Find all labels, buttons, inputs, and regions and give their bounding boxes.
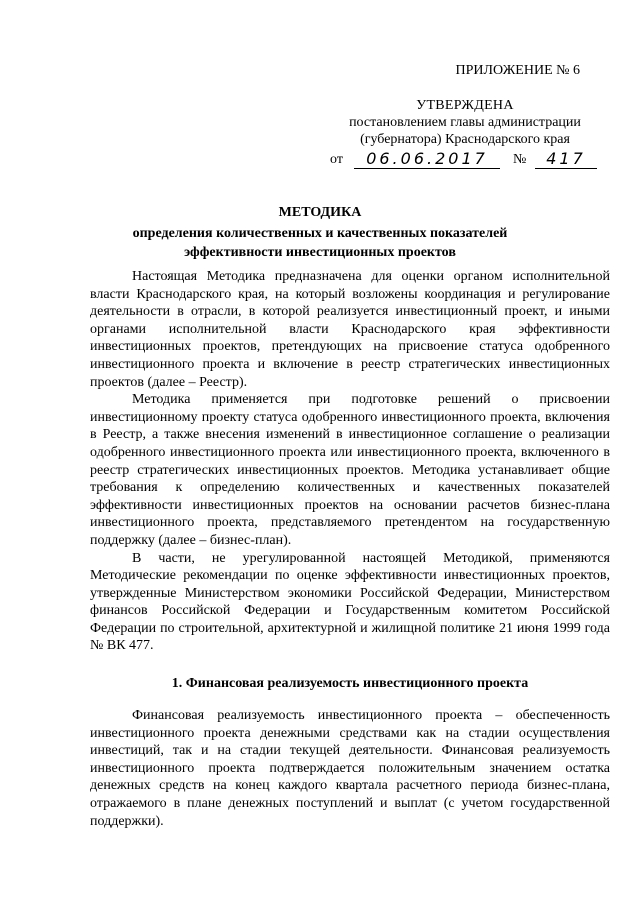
paragraph-guidelines: В части, не урегулированной настоящей Методикой, применяются Методические рекомендации по оценке эффективности инвестиционных проектов, утвержденные Министерством экономики Российской Федерации, Министерством финансов Российской Федерации и Государственным комитетом Российской Федерации по строительной, архитектурной и жилищной политике 21 июня 1999 года № ВК 477. <box>90 550 610 654</box>
document-subtitle <box>90 224 550 262</box>
subtitle-line-1: определения количественных и качественных показателей <box>132 226 508 241</box>
subtitle-line-2: эффективности инвестиционных проектов <box>184 245 456 260</box>
section-1-paragraph: Финансовая реализуемость инвестиционного проекта – обеспеченность инвестиционного проекта денежными средствами как на стадии осуществления инвестиций, так и на стадии текущей деятельности. Финансовая реализуемость инвестиционного проекта подтверждается положительным значением остатка денежных средств на конец каждого квартала расчетного периода бизнес-плана, отражаемого в плане денежных поступлений и выплат (с учетом государственной поддержки). <box>90 708 610 829</box>
approval-line-1: постановлением главы администрации <box>349 115 581 130</box>
approval-date-line <box>330 150 600 170</box>
approval-line-2: (губернатора) Краснодарского края <box>360 132 570 147</box>
handwritten-number: 417 <box>535 150 597 169</box>
approved-heading: УТВЕРЖДЕНА <box>416 98 514 113</box>
section-1-body <box>90 707 610 830</box>
number-prefix: № <box>513 152 527 167</box>
paragraph-purpose: Настоящая Методика предназначена для оценки органом исполнительной власти Краснодарского края, на который возложены координация и регулирование деятельности в отрасли, в которой реализуется инвестиционный проект, и иными органами исполнительной власти Краснодарского края эффективности инвестиционных проектов, претендующих на присвоение статуса одобренного инвестиционного проекта и включение в реестр стратегических инвестиционных проектов (далее – Реестр). <box>90 269 610 390</box>
document-title: МЕТОДИКА <box>278 205 362 220</box>
handwritten-date: 06.06.2017 <box>354 150 500 169</box>
intro-body <box>90 268 610 655</box>
section-1-heading: 1. Финансовая реализуемость инвестиционного проекта <box>171 676 529 691</box>
date-prefix: от <box>330 152 343 167</box>
approval-block <box>330 62 600 170</box>
paragraph-application: Методика применяется при подготовке решений о присвоении инвестиционному проекту статуса одобренного инвестиционного проекта, включения в Реестр, а также внесения изменений в инвестиционное соглашение о реализации одобренного инвестиционного проекта или инвестиционного проекта, включенного в реестр стратегических инвестиционных проектов. Методика устанавливает общие требования к определению количественных и качественных показателей эффективности инвестиционных проектов на основании расчетов бизнес-плана инвестиционного проекта, представляемого претендентом на государственную поддержку (далее – бизнес-план). <box>90 392 610 548</box>
appendix-number: ПРИЛОЖЕНИЕ № 6 <box>455 63 580 78</box>
